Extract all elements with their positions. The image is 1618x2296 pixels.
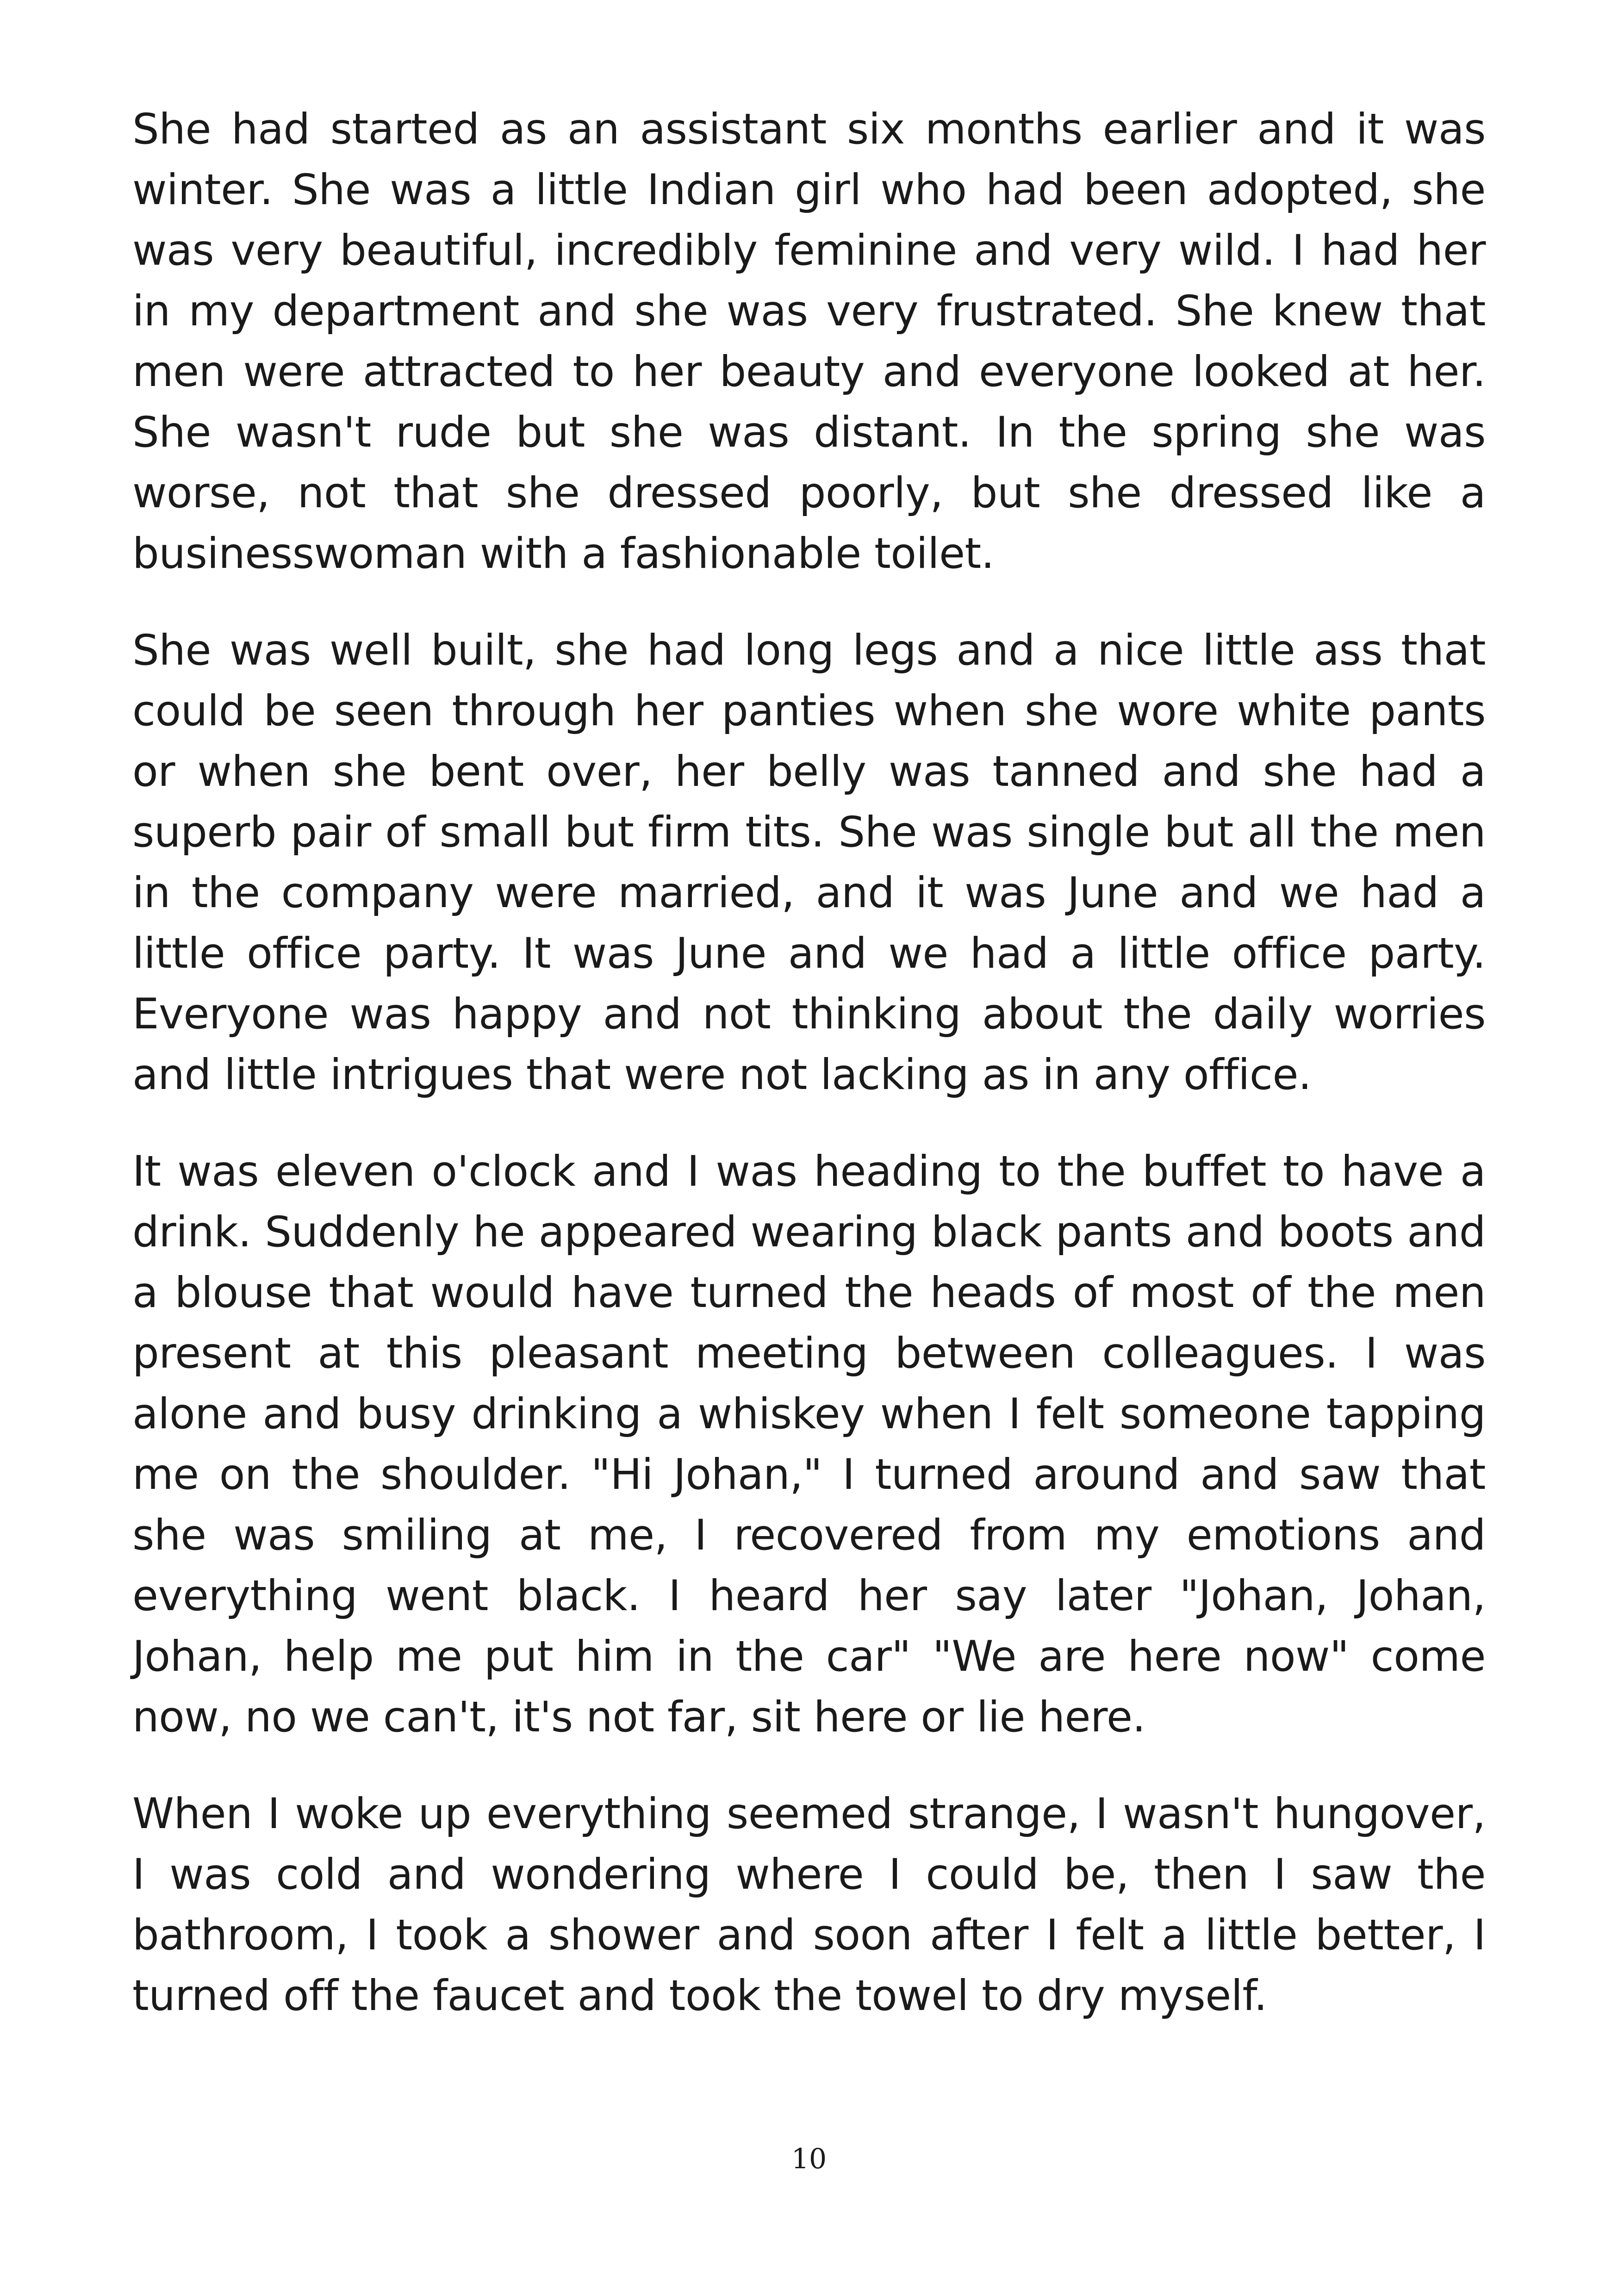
- body-text: [132, 99, 1486, 2062]
- page-number: 10: [791, 2143, 827, 2175]
- paragraph-2: She was well built, she had long legs and a nice little ass that could be seen through her panties when she wore white pants or when she bent over, her belly was tanned and she had a superb pair of small but firm tits. She was single but all the men in the company were married, and it was June and we had a little office party. It was June and we had a little office party. Everyone was happy and not thinking about the daily worries and little intrigues that were not lacking as in any office.: [132, 626, 1486, 1099]
- paragraph-1: She had started as an assistant six months earlier and it was winter. She was a little Indian girl who had been adopted, she was very beautiful, incredibly feminine and very wild. I had her in my department and she was very frustrated. She knew that men were attracted to her beauty and everyone looked at her. She wasn't rude but she was distant. In the spring she was worse, not that she dressed poorly, but she dressed like a businesswoman with a fashionable toilet.: [132, 105, 1486, 578]
- paragraph-3: It was eleven o'clock and I was heading to the buffet to have a drink. Suddenly he appeared wearing black pants and boots and a blouse that would have turned the heads of most of the men present at this pleasant meeting between colleagues. I was alone and busy drinking a whiskey when I felt someone tapping me on the shoulder. "Hi Johan," I turned around and saw that she was smiling at me, I recovered from my emotions and everything went black. I heard her say later "Johan, Johan, Johan, help me put him in the car" "We are here now" come now, no we can't, it's not far, sit here or lie here.: [132, 1147, 1486, 1742]
- paragraph-4: When I woke up everything seemed strange, I wasn't hungover, I was cold and wondering where I could be, then I saw the bathroom, I took a shower and soon after I felt a little better, I turned off the faucet and took the towel to dry myself.: [132, 1790, 1486, 2020]
